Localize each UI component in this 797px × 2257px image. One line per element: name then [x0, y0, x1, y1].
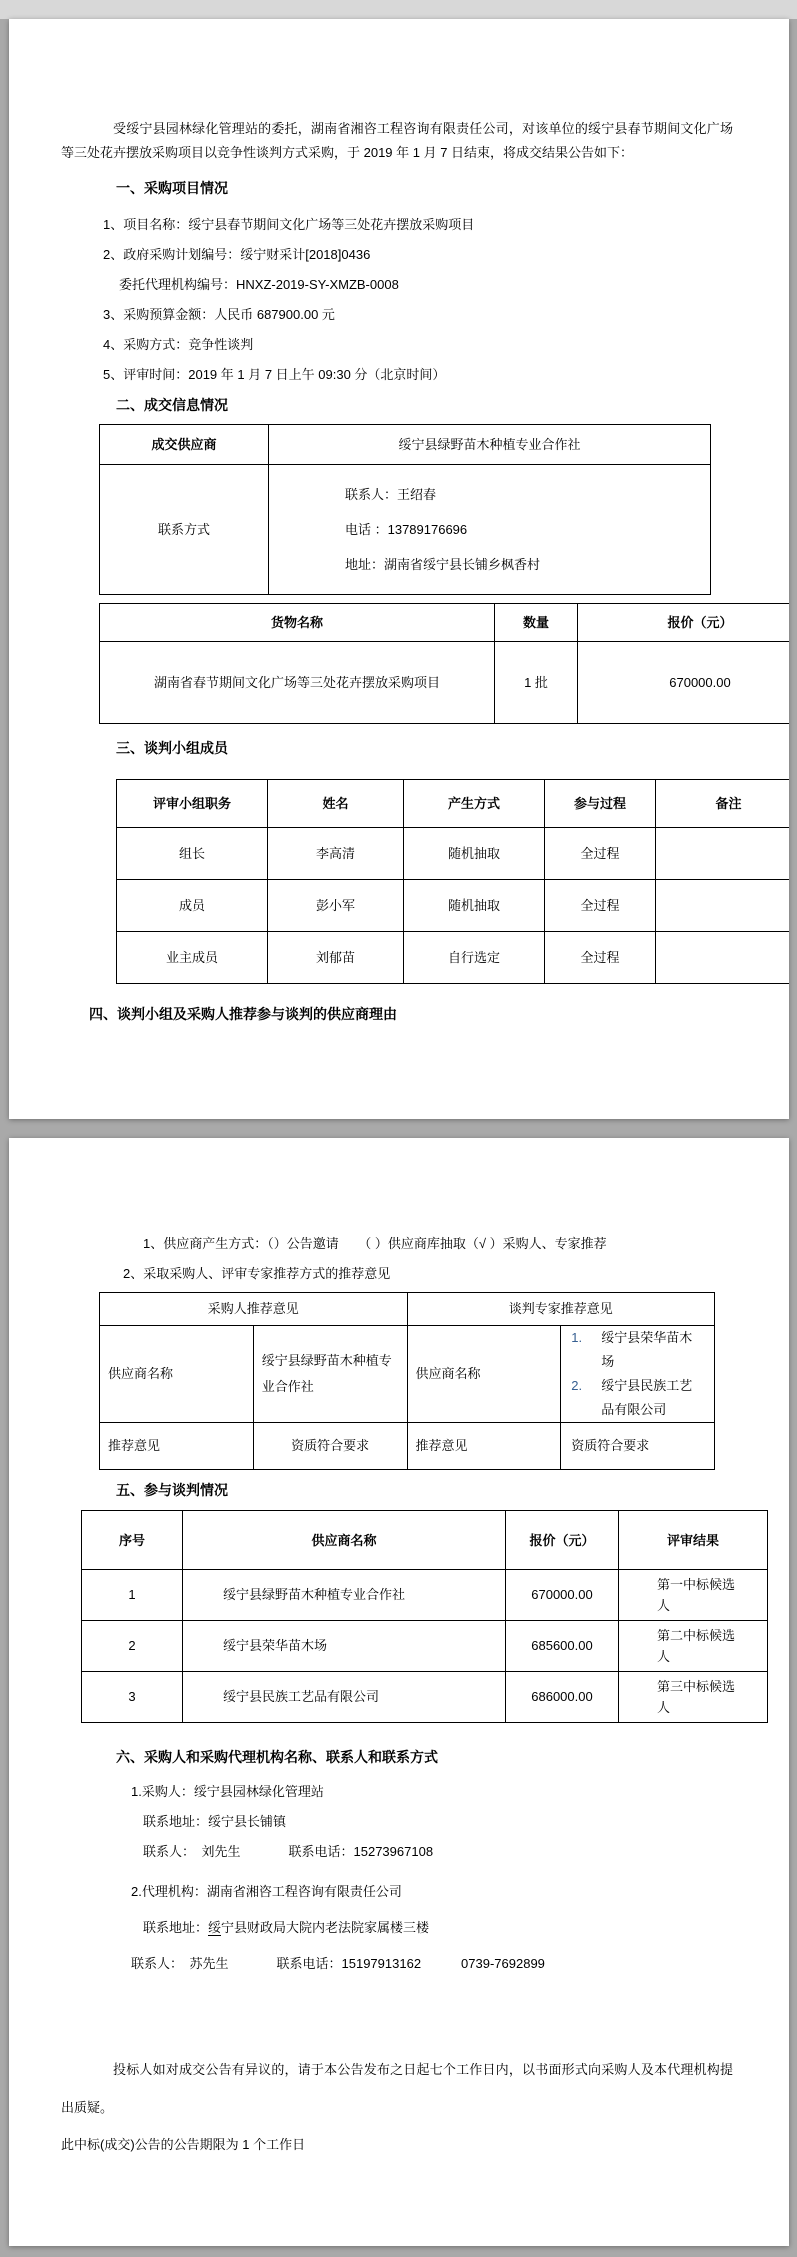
agent-address-rest: 宁县财政局大院内老法院家属楼三楼: [221, 1920, 430, 1935]
table-row: [117, 932, 790, 984]
table-cell: 绥宁县荣华苗木场: [183, 1621, 506, 1672]
agent-address-line: [143, 1913, 737, 1943]
table-cell: 686000.00: [506, 1672, 619, 1723]
name-header: 姓名: [268, 780, 404, 828]
expert-recommendation-header: 谈判专家推荐意见: [407, 1293, 715, 1326]
table-cell: 随机抽取: [404, 880, 545, 932]
list-item: [571, 1326, 704, 1374]
supplier-name-header: 供应商名称: [183, 1511, 506, 1570]
list-number: 1.: [571, 1330, 583, 1345]
recommendation-table: [99, 1292, 715, 1470]
contact-person-line: 联系人：王绍春: [345, 487, 437, 502]
table-row: [82, 1672, 768, 1723]
table-row: [100, 1423, 715, 1470]
table-row: [100, 465, 711, 595]
agent-contact-phone: 联系电话：15197913162: [276, 1956, 422, 1971]
table-cell: [656, 880, 790, 932]
list-item: [571, 1374, 704, 1422]
table-header-row: [100, 1293, 715, 1326]
buyer-contact-person: 联系人： 刘先生: [143, 1844, 241, 1859]
buyer-contact-line: [143, 1837, 737, 1867]
buyer-address-line: 联系地址：绥宁县长铺镇: [143, 1814, 287, 1829]
table-row: [100, 425, 711, 465]
method-line: 4、采购方式：竞争性谈判: [103, 337, 254, 352]
quantity-cell: 1 批: [495, 642, 578, 724]
table-cell: 自行选定: [404, 932, 545, 984]
table-cell: 成员: [117, 880, 268, 932]
participation-header: 参与过程: [545, 780, 656, 828]
section-2-heading: 二、成交信息情况: [116, 397, 228, 413]
section-1-items: [61, 210, 737, 390]
role-header: 评审小组职务: [117, 780, 268, 828]
goods-quote-table: [99, 603, 789, 724]
table-row: [82, 1621, 768, 1672]
supplier-label-cell: 供应商名称: [100, 1326, 254, 1423]
quote-header: 报价（元）: [506, 1511, 619, 1570]
quote-cell: 670000.00: [578, 642, 790, 724]
section-3-heading: 三、谈判小组成员: [116, 740, 228, 756]
buyer-recommendation-header: 采购人推荐意见: [100, 1293, 408, 1326]
table-cell: 685600.00: [506, 1621, 619, 1672]
contact-label-cell: 联系方式: [100, 465, 269, 595]
section-5-heading: 五、参与谈判情况: [116, 1482, 228, 1498]
expert-suppliers-cell: [561, 1326, 715, 1423]
table-cell: 绥宁县绿野苗木种植专业合作社: [183, 1570, 506, 1621]
quantity-header: 数量: [495, 604, 578, 642]
table-cell: 2: [82, 1621, 183, 1672]
contacts-block: [61, 1777, 737, 1979]
buyer-supplier-cell: 绥宁县绿野苗木种植专业合作社: [253, 1326, 407, 1423]
table-cell: 业主成员: [117, 932, 268, 984]
table-cell: 3: [82, 1672, 183, 1723]
notice-period-line: 此中标(成交)公告的公告期限为 1 个工作日: [61, 2137, 306, 2152]
table-cell: 第三中标候选人: [619, 1672, 768, 1723]
agent-address-label: 联系地址：: [143, 1920, 209, 1935]
table-cell: 彭小军: [268, 880, 404, 932]
agent-name-line: 2.代理机构：湖南省湘咨工程咨询有限责任公司: [131, 1884, 402, 1899]
table-row: [100, 1326, 715, 1423]
table-row: [82, 1570, 768, 1621]
objection-paragraph: 投标人如对成交公告有异议的，请于本公告发布之日起七个工作日内，以书面形式向采购人及本代理机构提出质疑。: [61, 2062, 733, 2115]
table-cell: 1: [82, 1570, 183, 1621]
supplier-source-line: 1、供应商产生方式：（）公告邀请 （ ）供应商库抽取（√ ）采购人、专家推荐: [143, 1236, 607, 1251]
table-cell: 第一中标候选人: [619, 1570, 768, 1621]
selection-method-header: 产生方式: [404, 780, 545, 828]
buyer-contact-phone: 联系电话：15273967108: [288, 1844, 434, 1859]
table-row: [117, 828, 790, 880]
table-cell: [656, 932, 790, 984]
table-cell: 李高清: [268, 828, 404, 880]
table-header-row: [100, 604, 790, 642]
review-result-header: 评审结果: [619, 1511, 768, 1570]
remark-header: 备注: [656, 780, 790, 828]
agent-contact-phone-2: 0739-7692899: [461, 1956, 545, 1971]
table-row: [100, 642, 790, 724]
contact-address-line: 地址：湖南省绥宁县长铺乡枫香村: [345, 557, 541, 572]
canvas-top-strip: [0, 0, 797, 19]
goods-name-cell: 湖南省春节期间文化广场等三处花卉摆放采购项目: [100, 642, 495, 724]
list-number: 2.: [571, 1378, 583, 1393]
review-time-line: 5、评审时间：2019 年 1 月 7 日上午 09:30 分（北京时间）: [103, 367, 446, 382]
table-row: [117, 880, 790, 932]
budget-line: 3、采购预算金额：人民币 687900.00 元: [103, 307, 335, 322]
intro-paragraph: 受绥宁县园林绿化管理站的委托，湖南省湘咨工程咨询有限责任公司，对该单位的绥宁县春节期间文化广场等三处花卉摆放采购项目以竞争性谈判方式采购，于 2019 年 1 月 7 日结束，将成交结果公告如下：: [61, 121, 733, 160]
section-4-heading: 四、谈判小组及采购人推荐参与谈判的供应商理由: [89, 1006, 397, 1022]
section-6-heading: 六、采购人和采购代理机构名称、联系人和联系方式: [116, 1749, 438, 1765]
table-cell: 组长: [117, 828, 268, 880]
goods-name-header: 货物名称: [100, 604, 495, 642]
table-cell: 670000.00: [506, 1570, 619, 1621]
project-name-line: 1、项目名称：绥宁县春节期间文化广场等三处花卉摆放采购项目: [103, 217, 475, 232]
opinion-label-cell: 推荐意见: [100, 1423, 254, 1470]
expert-supplier-name: 绥宁县荣华苗木场: [601, 1330, 693, 1369]
quote-header: 报价（元）: [578, 604, 790, 642]
agent-contact-person: 联系人： 苏先生: [131, 1956, 229, 1971]
document-page-1: [9, 19, 789, 1119]
supplier-label-cell: 成交供应商: [100, 425, 269, 465]
agency-number-line: 委托代理机构编号：HNXZ-2019-SY-XMZB-0008: [119, 277, 399, 292]
table-cell: 全过程: [545, 828, 656, 880]
table-cell: 全过程: [545, 880, 656, 932]
plan-number-line: 2、政府采购计划编号：绥宁财采计[2018]0436: [103, 247, 371, 262]
table-cell: 全过程: [545, 932, 656, 984]
table-header-row: [82, 1511, 768, 1570]
contact-info-cell: [269, 465, 711, 595]
supplier-name-cell: 绥宁县绿野苗木种植专业合作社: [269, 425, 711, 465]
table-cell: 绥宁县民族工艺品有限公司: [183, 1672, 506, 1723]
table-cell: 刘郁苗: [268, 932, 404, 984]
table-header-row: [117, 780, 790, 828]
expert-opinion-cell: 资质符合要求: [561, 1423, 715, 1470]
expert-supplier-name: 绥宁县民族工艺品有限公司: [601, 1378, 693, 1417]
opinion-label-cell: 推荐意见: [407, 1423, 561, 1470]
participation-table: [81, 1510, 768, 1723]
table-cell: [656, 828, 790, 880]
supplier-contact-table: [99, 424, 711, 595]
agent-contact-line: [131, 1949, 737, 1979]
buyer-name-line: 1.采购人：绥宁县园林绿化管理站: [131, 1784, 324, 1799]
document-page-2: [9, 1138, 789, 2246]
section-1-heading: 一、采购项目情况: [116, 180, 228, 196]
buyer-opinion-cell: 资质符合要求: [253, 1423, 407, 1470]
supplier-label-cell: 供应商名称: [407, 1326, 561, 1423]
agent-address-underlined: 绥: [208, 1920, 222, 1935]
table-cell: 随机抽取: [404, 828, 545, 880]
negotiation-team-table: [116, 779, 789, 984]
table-cell: 第二中标候选人: [619, 1621, 768, 1672]
contact-phone-line: 电话 ：13789176696: [345, 522, 468, 537]
recommend-intro-line: 2、采取采购人、评审专家推荐方式的推荐意见: [123, 1266, 391, 1281]
serial-header: 序号: [82, 1511, 183, 1570]
